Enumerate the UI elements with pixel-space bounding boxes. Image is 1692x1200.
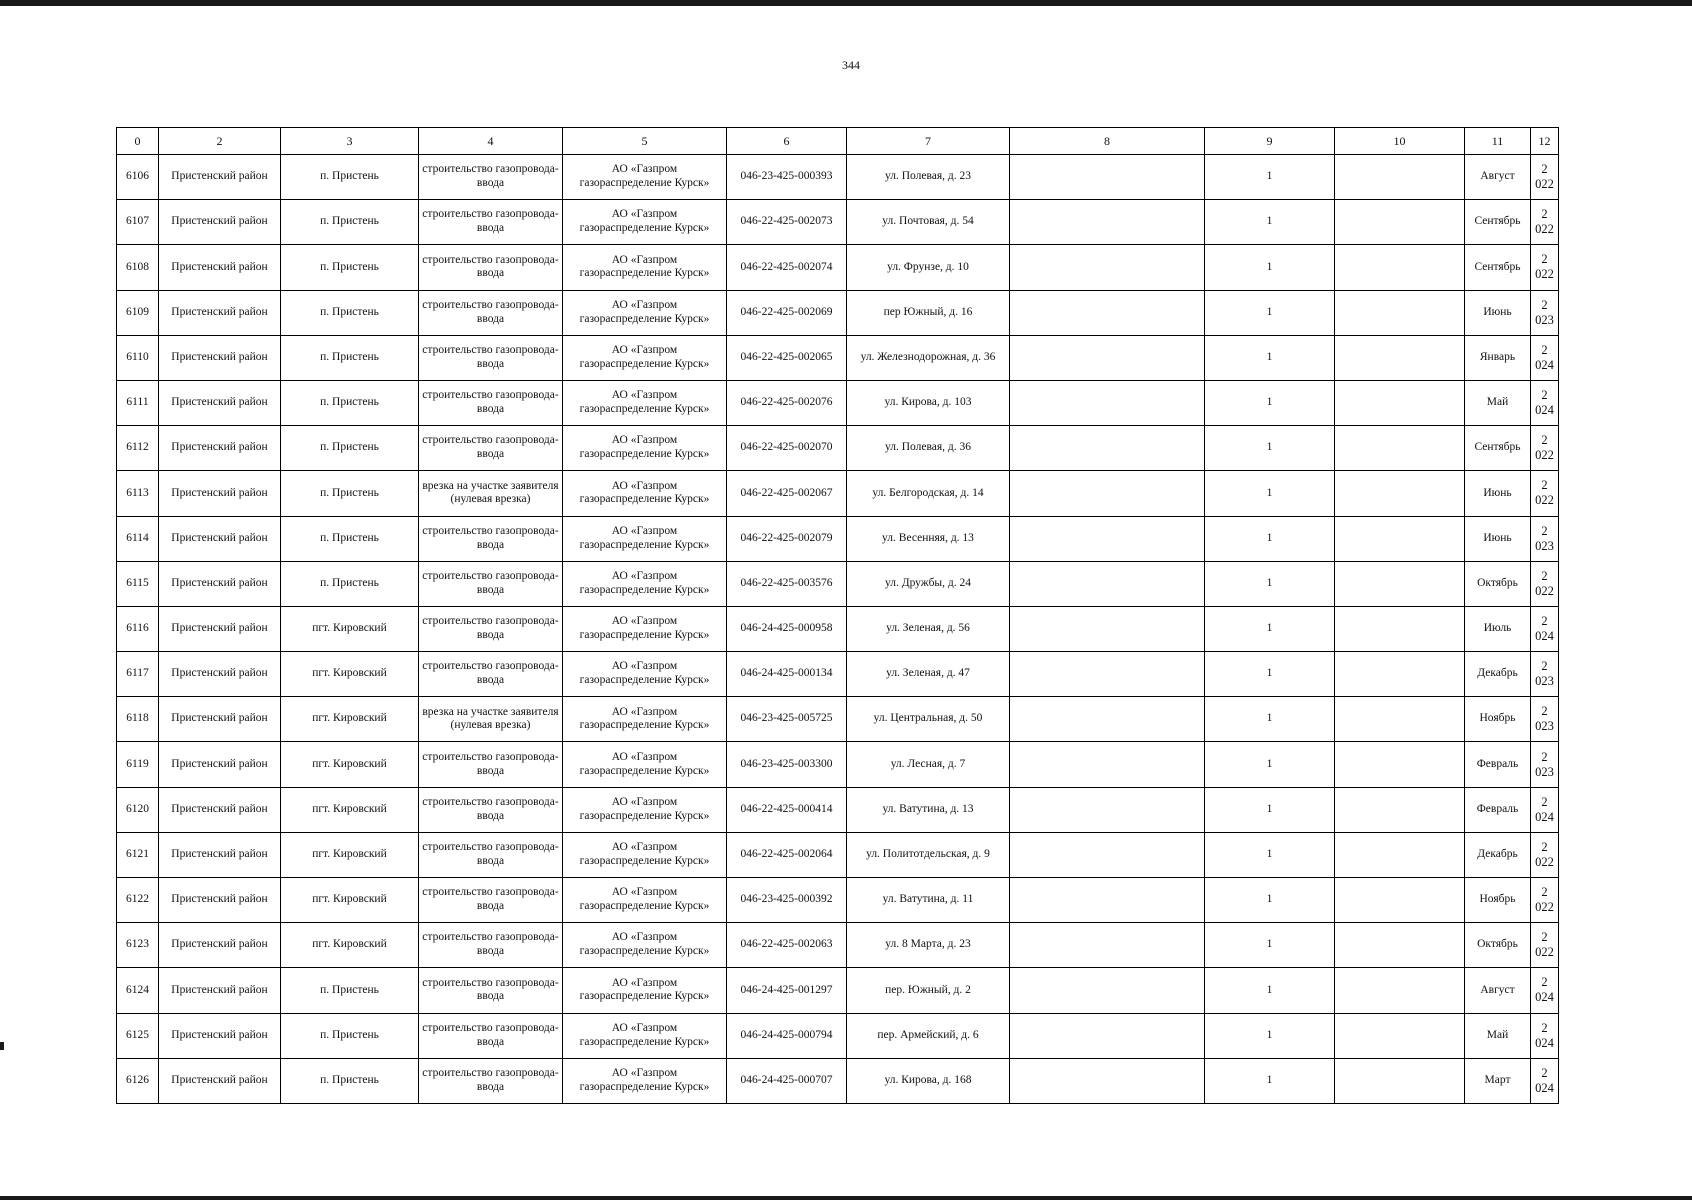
header-cell: 11	[1465, 128, 1531, 155]
header-cell: 5	[563, 128, 727, 155]
row-number: 6118	[117, 697, 159, 742]
column-8-cell	[1010, 697, 1205, 742]
organization-cell: АО «Газпром газораспределение Курск»	[563, 426, 727, 471]
settlement-cell: п. Пристень	[281, 561, 419, 606]
object-code-cell: 046-24-425-000707	[727, 1058, 847, 1103]
work-type-cell: строительство газопровода-ввода	[419, 1013, 563, 1058]
work-type-cell: строительство газопровода-ввода	[419, 516, 563, 561]
object-code-cell: 046-23-425-003300	[727, 742, 847, 787]
table-row	[117, 606, 1559, 651]
quantity-cell: 1	[1205, 923, 1335, 968]
quantity-cell: 1	[1205, 787, 1335, 832]
address-cell: ул. Дружбы, д. 24	[847, 561, 1010, 606]
column-8-cell	[1010, 335, 1205, 380]
column-8-cell	[1010, 968, 1205, 1013]
year-cell: 2 024	[1531, 1013, 1559, 1058]
settlement-cell: п. Пристень	[281, 471, 419, 516]
year-cell: 2 022	[1531, 426, 1559, 471]
work-type-cell: врезка на участке заявителя (нулевая врезка)	[419, 471, 563, 516]
column-8-cell	[1010, 652, 1205, 697]
organization-cell: АО «Газпром газораспределение Курск»	[563, 561, 727, 606]
column-10-cell	[1335, 697, 1465, 742]
row-number: 6121	[117, 832, 159, 877]
year-cell: 2 024	[1531, 968, 1559, 1013]
month-cell: Июнь	[1465, 290, 1531, 335]
quantity-cell: 1	[1205, 155, 1335, 200]
settlement-cell: п. Пристень	[281, 1013, 419, 1058]
table-row	[117, 697, 1559, 742]
quantity-cell: 1	[1205, 1058, 1335, 1103]
organization-cell: АО «Газпром газораспределение Курск»	[563, 652, 727, 697]
district-cell: Пристенский район	[159, 1058, 281, 1103]
object-code-cell: 046-22-425-000414	[727, 787, 847, 832]
work-type-cell: врезка на участке заявителя (нулевая врезка)	[419, 697, 563, 742]
table-row	[117, 516, 1559, 561]
object-code-cell: 046-23-425-005725	[727, 697, 847, 742]
column-10-cell	[1335, 516, 1465, 561]
organization-cell: АО «Газпром газораспределение Курск»	[563, 155, 727, 200]
settlement-cell: п. Пристень	[281, 155, 419, 200]
year-cell: 2 022	[1531, 471, 1559, 516]
scan-top-edge	[0, 0, 1692, 6]
work-type-cell: строительство газопровода-ввода	[419, 380, 563, 425]
district-cell: Пристенский район	[159, 742, 281, 787]
organization-cell: АО «Газпром газораспределение Курск»	[563, 200, 727, 245]
settlement-cell: п. Пристень	[281, 200, 419, 245]
quantity-cell: 1	[1205, 878, 1335, 923]
year-cell: 2 024	[1531, 1058, 1559, 1103]
month-cell: Август	[1465, 155, 1531, 200]
settlement-cell: пгт. Кировский	[281, 652, 419, 697]
month-cell: Май	[1465, 1013, 1531, 1058]
table-row	[117, 832, 1559, 877]
year-cell: 2 024	[1531, 380, 1559, 425]
organization-cell: АО «Газпром газораспределение Курск»	[563, 516, 727, 561]
table-row	[117, 923, 1559, 968]
district-cell: Пристенский район	[159, 426, 281, 471]
district-cell: Пристенский район	[159, 245, 281, 290]
address-cell: ул. Белгородская, д. 14	[847, 471, 1010, 516]
month-cell: Сентябрь	[1465, 245, 1531, 290]
organization-cell: АО «Газпром газораспределение Курск»	[563, 471, 727, 516]
register-table	[116, 127, 1559, 1104]
table-row	[117, 1058, 1559, 1103]
address-cell: ул. Ватутина, д. 11	[847, 878, 1010, 923]
header-cell: 0	[117, 128, 159, 155]
address-cell: ул. Фрунзе, д. 10	[847, 245, 1010, 290]
district-cell: Пристенский район	[159, 832, 281, 877]
month-cell: Февраль	[1465, 742, 1531, 787]
district-cell: Пристенский район	[159, 335, 281, 380]
settlement-cell: пгт. Кировский	[281, 606, 419, 651]
object-code-cell: 046-24-425-000134	[727, 652, 847, 697]
quantity-cell: 1	[1205, 652, 1335, 697]
quantity-cell: 1	[1205, 1013, 1335, 1058]
header-cell: 10	[1335, 128, 1465, 155]
district-cell: Пристенский район	[159, 200, 281, 245]
column-10-cell	[1335, 245, 1465, 290]
object-code-cell: 046-24-425-000794	[727, 1013, 847, 1058]
quantity-cell: 1	[1205, 561, 1335, 606]
quantity-cell: 1	[1205, 426, 1335, 471]
work-type-cell: строительство газопровода-ввода	[419, 561, 563, 606]
object-code-cell: 046-22-425-002063	[727, 923, 847, 968]
row-number: 6106	[117, 155, 159, 200]
object-code-cell: 046-22-425-002065	[727, 335, 847, 380]
row-number: 6107	[117, 200, 159, 245]
organization-cell: АО «Газпром газораспределение Курск»	[563, 742, 727, 787]
address-cell: ул. Политотдельская, д. 9	[847, 832, 1010, 877]
month-cell: Май	[1465, 380, 1531, 425]
year-cell: 2 022	[1531, 561, 1559, 606]
column-8-cell	[1010, 878, 1205, 923]
table-row	[117, 426, 1559, 471]
organization-cell: АО «Газпром газораспределение Курск»	[563, 335, 727, 380]
quantity-cell: 1	[1205, 742, 1335, 787]
work-type-cell: строительство газопровода-ввода	[419, 155, 563, 200]
table-row	[117, 155, 1559, 200]
page-number: 344	[842, 58, 860, 72]
organization-cell: АО «Газпром газораспределение Курск»	[563, 380, 727, 425]
column-10-cell	[1335, 1058, 1465, 1103]
column-10-cell	[1335, 335, 1465, 380]
district-cell: Пристенский район	[159, 516, 281, 561]
district-cell: Пристенский район	[159, 697, 281, 742]
column-8-cell	[1010, 245, 1205, 290]
quantity-cell: 1	[1205, 471, 1335, 516]
row-number: 6123	[117, 923, 159, 968]
district-cell: Пристенский район	[159, 606, 281, 651]
row-number: 6113	[117, 471, 159, 516]
table-row	[117, 471, 1559, 516]
month-cell: Ноябрь	[1465, 878, 1531, 923]
column-8-cell	[1010, 380, 1205, 425]
settlement-cell: п. Пристень	[281, 335, 419, 380]
district-cell: Пристенский район	[159, 968, 281, 1013]
row-number: 6110	[117, 335, 159, 380]
month-cell: Июнь	[1465, 471, 1531, 516]
organization-cell: АО «Газпром газораспределение Курск»	[563, 1058, 727, 1103]
table-row	[117, 878, 1559, 923]
table-row	[117, 787, 1559, 832]
quantity-cell: 1	[1205, 832, 1335, 877]
column-8-cell	[1010, 1013, 1205, 1058]
column-8-cell	[1010, 742, 1205, 787]
work-type-cell: строительство газопровода-ввода	[419, 200, 563, 245]
year-cell: 2 023	[1531, 516, 1559, 561]
column-10-cell	[1335, 968, 1465, 1013]
header-cell: 12	[1531, 128, 1559, 155]
address-cell: ул. Лесная, д. 7	[847, 742, 1010, 787]
header-cell: 4	[419, 128, 563, 155]
organization-cell: АО «Газпром газораспределение Курск»	[563, 878, 727, 923]
work-type-cell: строительство газопровода-ввода	[419, 652, 563, 697]
address-cell: ул. Весенняя, д. 13	[847, 516, 1010, 561]
object-code-cell: 046-22-425-003576	[727, 561, 847, 606]
address-cell: пер. Южный, д. 2	[847, 968, 1010, 1013]
month-cell: Июль	[1465, 606, 1531, 651]
header-row	[117, 128, 1559, 155]
row-number: 6111	[117, 380, 159, 425]
table-row	[117, 335, 1559, 380]
column-8-cell	[1010, 923, 1205, 968]
year-cell: 2 022	[1531, 200, 1559, 245]
organization-cell: АО «Газпром газораспределение Курск»	[563, 832, 727, 877]
district-cell: Пристенский район	[159, 878, 281, 923]
year-cell: 2 024	[1531, 606, 1559, 651]
organization-cell: АО «Газпром газораспределение Курск»	[563, 245, 727, 290]
column-8-cell	[1010, 787, 1205, 832]
month-cell: Ноябрь	[1465, 697, 1531, 742]
table-row	[117, 290, 1559, 335]
table-row	[117, 652, 1559, 697]
settlement-cell: пгт. Кировский	[281, 697, 419, 742]
object-code-cell: 046-22-425-002073	[727, 200, 847, 245]
header-cell: 9	[1205, 128, 1335, 155]
table-row	[117, 968, 1559, 1013]
column-10-cell	[1335, 200, 1465, 245]
year-cell: 2 022	[1531, 832, 1559, 877]
address-cell: ул. Железнодорожная, д. 36	[847, 335, 1010, 380]
object-code-cell: 046-24-425-001297	[727, 968, 847, 1013]
table-row	[117, 561, 1559, 606]
table-row	[117, 200, 1559, 245]
object-code-cell: 046-24-425-000958	[727, 606, 847, 651]
year-cell: 2 022	[1531, 155, 1559, 200]
column-8-cell	[1010, 1058, 1205, 1103]
work-type-cell: строительство газопровода-ввода	[419, 968, 563, 1013]
quantity-cell: 1	[1205, 968, 1335, 1013]
table-row	[117, 1013, 1559, 1058]
district-cell: Пристенский район	[159, 923, 281, 968]
quantity-cell: 1	[1205, 697, 1335, 742]
object-code-cell: 046-22-425-002069	[727, 290, 847, 335]
column-8-cell	[1010, 155, 1205, 200]
quantity-cell: 1	[1205, 290, 1335, 335]
organization-cell: АО «Газпром газораспределение Курск»	[563, 606, 727, 651]
settlement-cell: п. Пристень	[281, 380, 419, 425]
table-body	[117, 155, 1559, 1104]
settlement-cell: пгт. Кировский	[281, 878, 419, 923]
district-cell: Пристенский район	[159, 155, 281, 200]
address-cell: ул. 8 Марта, д. 23	[847, 923, 1010, 968]
district-cell: Пристенский район	[159, 380, 281, 425]
work-type-cell: строительство газопровода-ввода	[419, 787, 563, 832]
month-cell: Август	[1465, 968, 1531, 1013]
row-number: 6122	[117, 878, 159, 923]
row-number: 6124	[117, 968, 159, 1013]
address-cell: ул. Зеленая, д. 47	[847, 652, 1010, 697]
column-10-cell	[1335, 923, 1465, 968]
district-cell: Пристенский район	[159, 787, 281, 832]
column-10-cell	[1335, 290, 1465, 335]
district-cell: Пристенский район	[159, 290, 281, 335]
work-type-cell: строительство газопровода-ввода	[419, 426, 563, 471]
column-8-cell	[1010, 426, 1205, 471]
column-10-cell	[1335, 561, 1465, 606]
header-cell: 2	[159, 128, 281, 155]
month-cell: Декабрь	[1465, 652, 1531, 697]
column-8-cell	[1010, 561, 1205, 606]
object-code-cell: 046-22-425-002070	[727, 426, 847, 471]
row-number: 6115	[117, 561, 159, 606]
work-type-cell: строительство газопровода-ввода	[419, 335, 563, 380]
year-cell: 2 023	[1531, 290, 1559, 335]
row-number: 6109	[117, 290, 159, 335]
settlement-cell: п. Пристень	[281, 516, 419, 561]
column-8-cell	[1010, 290, 1205, 335]
year-cell: 2 022	[1531, 245, 1559, 290]
month-cell: Сентябрь	[1465, 426, 1531, 471]
object-code-cell: 046-22-425-002079	[727, 516, 847, 561]
address-cell: ул. Ватутина, д. 13	[847, 787, 1010, 832]
work-type-cell: строительство газопровода-ввода	[419, 923, 563, 968]
address-cell: ул. Зеленая, д. 56	[847, 606, 1010, 651]
row-number: 6116	[117, 606, 159, 651]
quantity-cell: 1	[1205, 516, 1335, 561]
address-cell: ул. Почтовая, д. 54	[847, 200, 1010, 245]
header-cell: 3	[281, 128, 419, 155]
table-row	[117, 742, 1559, 787]
address-cell: ул. Полевая, д. 23	[847, 155, 1010, 200]
work-type-cell: строительство газопровода-ввода	[419, 290, 563, 335]
district-cell: Пристенский район	[159, 471, 281, 516]
quantity-cell: 1	[1205, 245, 1335, 290]
header-cell: 7	[847, 128, 1010, 155]
address-cell: ул. Кирова, д. 103	[847, 380, 1010, 425]
object-code-cell: 046-22-425-002067	[727, 471, 847, 516]
settlement-cell: пгт. Кировский	[281, 923, 419, 968]
organization-cell: АО «Газпром газораспределение Курск»	[563, 290, 727, 335]
object-code-cell: 046-23-425-000392	[727, 878, 847, 923]
year-cell: 2 024	[1531, 787, 1559, 832]
row-number: 6108	[117, 245, 159, 290]
row-number: 6117	[117, 652, 159, 697]
quantity-cell: 1	[1205, 380, 1335, 425]
column-8-cell	[1010, 471, 1205, 516]
column-10-cell	[1335, 380, 1465, 425]
row-number: 6126	[117, 1058, 159, 1103]
month-cell: Сентябрь	[1465, 200, 1531, 245]
work-type-cell: строительство газопровода-ввода	[419, 742, 563, 787]
column-8-cell	[1010, 200, 1205, 245]
column-10-cell	[1335, 426, 1465, 471]
settlement-cell: пгт. Кировский	[281, 787, 419, 832]
work-type-cell: строительство газопровода-ввода	[419, 832, 563, 877]
year-cell: 2 024	[1531, 335, 1559, 380]
settlement-cell: п. Пристень	[281, 1058, 419, 1103]
column-8-cell	[1010, 606, 1205, 651]
settlement-cell: п. Пристень	[281, 426, 419, 471]
column-10-cell	[1335, 155, 1465, 200]
year-cell: 2 022	[1531, 878, 1559, 923]
year-cell: 2 023	[1531, 652, 1559, 697]
organization-cell: АО «Газпром газораспределение Курск»	[563, 787, 727, 832]
month-cell: Декабрь	[1465, 832, 1531, 877]
object-code-cell: 046-22-425-002064	[727, 832, 847, 877]
column-10-cell	[1335, 787, 1465, 832]
table-row	[117, 380, 1559, 425]
month-cell: Октябрь	[1465, 561, 1531, 606]
year-cell: 2 023	[1531, 742, 1559, 787]
month-cell: Июнь	[1465, 516, 1531, 561]
scan-bottom-edge	[0, 1196, 1692, 1200]
object-code-cell: 046-22-425-002076	[727, 380, 847, 425]
year-cell: 2 023	[1531, 697, 1559, 742]
row-number: 6119	[117, 742, 159, 787]
quantity-cell: 1	[1205, 606, 1335, 651]
column-10-cell	[1335, 471, 1465, 516]
column-8-cell	[1010, 516, 1205, 561]
settlement-cell: п. Пристень	[281, 968, 419, 1013]
row-number: 6112	[117, 426, 159, 471]
scan-left-mark	[0, 1042, 4, 1050]
address-cell: ул. Центральная, д. 50	[847, 697, 1010, 742]
district-cell: Пристенский район	[159, 652, 281, 697]
organization-cell: АО «Газпром газораспределение Курск»	[563, 697, 727, 742]
object-code-cell: 046-22-425-002074	[727, 245, 847, 290]
month-cell: Октябрь	[1465, 923, 1531, 968]
object-code-cell: 046-23-425-000393	[727, 155, 847, 200]
header-cell: 8	[1010, 128, 1205, 155]
work-type-cell: строительство газопровода-ввода	[419, 878, 563, 923]
district-cell: Пристенский район	[159, 1013, 281, 1058]
table-row	[117, 245, 1559, 290]
organization-cell: АО «Газпром газораспределение Курск»	[563, 968, 727, 1013]
column-10-cell	[1335, 832, 1465, 877]
settlement-cell: п. Пристень	[281, 290, 419, 335]
month-cell: Март	[1465, 1058, 1531, 1103]
address-cell: ул. Кирова, д. 168	[847, 1058, 1010, 1103]
work-type-cell: строительство газопровода-ввода	[419, 245, 563, 290]
row-number: 6120	[117, 787, 159, 832]
organization-cell: АО «Газпром газораспределение Курск»	[563, 923, 727, 968]
column-10-cell	[1335, 652, 1465, 697]
organization-cell: АО «Газпром газораспределение Курск»	[563, 1013, 727, 1058]
district-cell: Пристенский район	[159, 561, 281, 606]
column-10-cell	[1335, 742, 1465, 787]
column-8-cell	[1010, 832, 1205, 877]
quantity-cell: 1	[1205, 200, 1335, 245]
row-number: 6125	[117, 1013, 159, 1058]
column-10-cell	[1335, 606, 1465, 651]
year-cell: 2 022	[1531, 923, 1559, 968]
work-type-cell: строительство газопровода-ввода	[419, 1058, 563, 1103]
work-type-cell: строительство газопровода-ввода	[419, 606, 563, 651]
settlement-cell: п. Пристень	[281, 245, 419, 290]
address-cell: пер Южный, д. 16	[847, 290, 1010, 335]
address-cell: пер. Армейский, д. 6	[847, 1013, 1010, 1058]
month-cell: Февраль	[1465, 787, 1531, 832]
month-cell: Январь	[1465, 335, 1531, 380]
header-cell: 6	[727, 128, 847, 155]
quantity-cell: 1	[1205, 335, 1335, 380]
settlement-cell: пгт. Кировский	[281, 832, 419, 877]
column-10-cell	[1335, 878, 1465, 923]
row-number: 6114	[117, 516, 159, 561]
settlement-cell: пгт. Кировский	[281, 742, 419, 787]
address-cell: ул. Полевая, д. 36	[847, 426, 1010, 471]
column-10-cell	[1335, 1013, 1465, 1058]
